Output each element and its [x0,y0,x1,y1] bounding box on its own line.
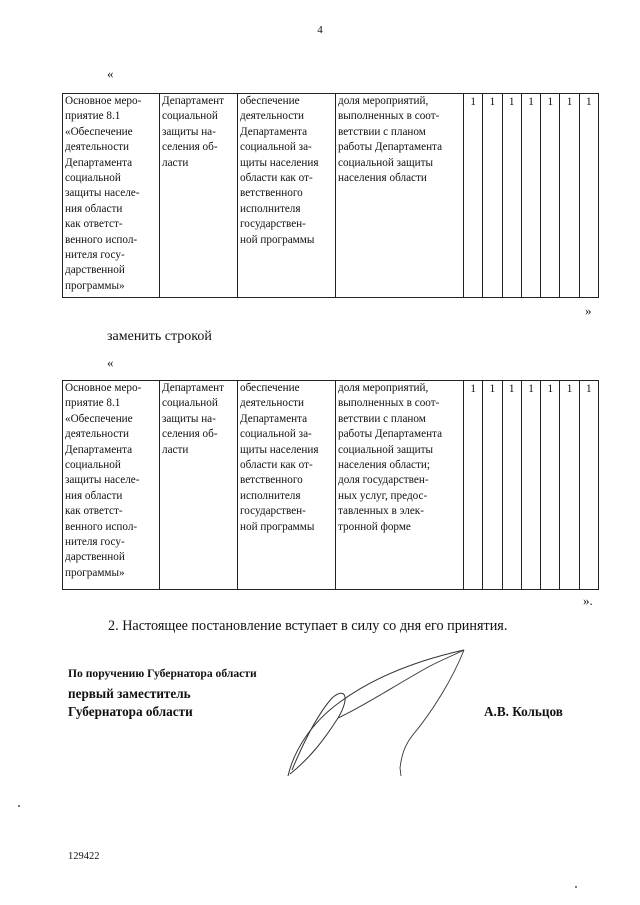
replace-instruction: заменить строкой [107,329,212,344]
document-code: 129422 [68,851,100,862]
table-row [63,381,599,590]
executor-cell [160,94,238,298]
value-cell: 1 [541,94,560,298]
signature-stroke [288,650,464,776]
value-cell: 1 [521,94,540,298]
purpose-cell [238,381,336,590]
signature-stroke [338,650,464,718]
signature-stroke [400,768,401,776]
value-cell: 1 [541,381,560,590]
handwritten-signature [280,640,480,790]
executor-text: Департамент социальной защиты на- селения об- ласти [162,382,225,456]
signature-line-3: Губернатора области [68,704,193,719]
executor-text: Департамент социальной защиты на- селения об- ласти [162,95,225,169]
close-quote-final: ». [583,593,593,608]
activity-cell [63,94,160,298]
table-row [63,94,599,298]
open-quote: « [107,355,114,370]
value-cell: 1 [579,381,598,590]
open-quote: « [107,66,114,81]
value-cell: 1 [483,94,502,298]
close-quote: » [585,303,592,318]
value-cell: 1 [560,381,579,590]
executor-cell [160,381,238,590]
value-cell: 1 [502,381,521,590]
value-cell: 1 [483,381,502,590]
signature-stroke [290,693,345,774]
value-cell: 1 [464,381,483,590]
purpose-text: обеспечение деятельности Департамента социальной за- щиты населения области как от- ветственного исполнителя государствен- ной программы [240,95,319,246]
scan-mark [575,886,577,888]
indicator-text: доля мероприятий, выполненных в соот- ветствии с планом работы Департамента социальной защиты населения области [338,95,443,185]
signature-line-2: первый заместитель [68,686,191,701]
value-cell: 1 [464,94,483,298]
paragraph-2: 2. Настоящее постановление вступает в силу со дня его принятия. [108,618,508,634]
signature-stroke [400,650,464,768]
value-cell: 1 [579,94,598,298]
activity-text: Основное меро- приятие 8.1 «Обеспечение деятельности Департамента социальной защиты населе- ния области как ответст- венного испол- нителя госу- дарственной программы» [65,95,142,292]
scan-mark [18,805,20,807]
page-number: 4 [317,24,323,36]
value-cell: 1 [560,94,579,298]
signature-line-1: По поручению Губернатора области [68,667,257,680]
activity-text: Основное меро- приятие 8.1 «Обеспечение деятельности Департамента социальной защиты населе- ния области как ответст- венного испол- нителя госу- дарственной программы» [65,382,142,579]
purpose-cell [238,94,336,298]
value-cell: 1 [521,381,540,590]
activity-cell [63,381,160,590]
value-cell: 1 [502,94,521,298]
new-row-table [62,380,599,590]
indicator-cell [336,381,464,590]
indicator-text: доля мероприятий, выполненных в соот- ветствии с планом работы Департамента социальной защиты населения области; доля государствен- ных услуг, предос- тавленных в элек- тронной форме [338,382,443,533]
old-row-table [62,93,599,298]
indicator-cell [336,94,464,298]
signer-name: А.В. Кольцов [484,704,563,719]
purpose-text: обеспечение деятельности Департамента социальной за- щиты населения области как от- ветственного исполнителя государствен- ной программы [240,382,319,533]
